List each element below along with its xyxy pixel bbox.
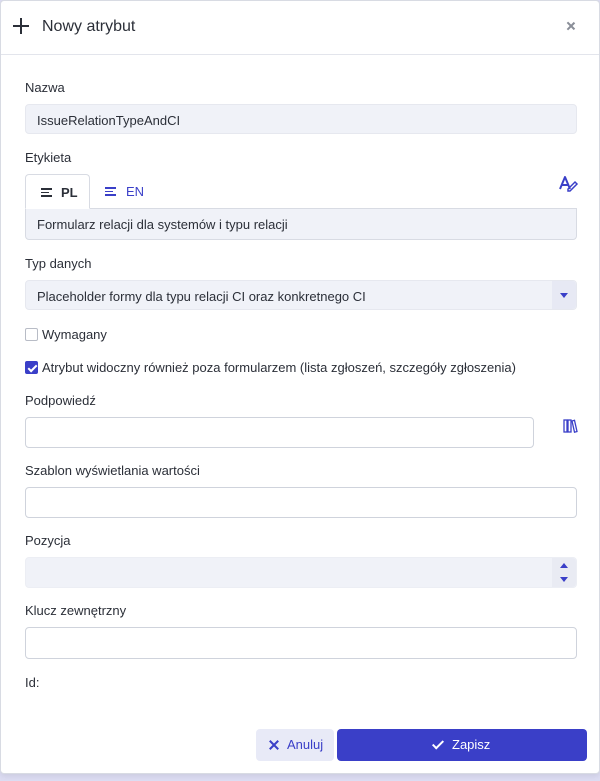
cancel-label: Anuluj	[287, 737, 324, 752]
name-value: IssueRelationTypeAndCI	[37, 113, 181, 128]
template-input[interactable]	[25, 487, 577, 518]
tab-en-label: EN	[126, 184, 145, 199]
datatype-select[interactable]	[25, 280, 577, 310]
language-tabs	[25, 174, 577, 209]
position-stepper[interactable]	[552, 558, 576, 587]
check-icon	[432, 737, 444, 749]
hint-label: Podpowiedź	[25, 393, 96, 408]
dialog-title: Nowy atrybut	[42, 18, 136, 35]
book-icon[interactable]	[563, 419, 578, 434]
label-value: Formularz relacji dla systemów i typu relacji	[37, 217, 288, 232]
label-field	[25, 208, 577, 240]
close-icon	[269, 740, 279, 750]
dialog-header	[1, 1, 599, 55]
template-label: Szablon wyświetlania wartości	[25, 463, 200, 478]
id-label: Id:	[25, 675, 40, 690]
external-key-label: Klucz zewnętrzny	[25, 603, 127, 618]
save-button[interactable]	[337, 729, 587, 761]
lines-icon	[105, 187, 116, 196]
datatype-value: Placeholder formy dla typu relacji CI oraz konkretnego CI	[37, 289, 366, 304]
close-icon[interactable]	[564, 19, 578, 33]
translate-icon[interactable]	[559, 175, 579, 193]
chevron-up-icon[interactable]	[560, 563, 568, 568]
external-key-input[interactable]	[25, 627, 577, 659]
tab-pl[interactable]	[25, 174, 90, 209]
label-label: Etykieta	[25, 150, 72, 165]
name-label: Nazwa	[25, 80, 65, 95]
visible-label: Atrybut widoczny również poza formularzem (lista zgłoszeń, szczegóły zgłoszenia)	[42, 360, 516, 375]
tab-pl-label: PL	[61, 185, 78, 200]
plus-icon	[13, 18, 29, 34]
required-checkbox[interactable]	[25, 328, 38, 341]
chevron-down-icon[interactable]	[552, 281, 576, 309]
cancel-button[interactable]	[256, 729, 334, 761]
hint-input[interactable]	[25, 417, 534, 448]
visible-checkbox[interactable]	[25, 361, 38, 374]
chevron-down-icon[interactable]	[560, 577, 568, 582]
lines-icon	[41, 188, 52, 197]
name-field	[25, 104, 577, 134]
position-input[interactable]	[25, 557, 577, 588]
tab-en[interactable]	[91, 174, 157, 209]
datatype-label: Typ danych	[25, 256, 92, 271]
position-label: Pozycja	[25, 533, 71, 548]
save-label: Zapisz	[452, 737, 491, 752]
required-label: Wymagany	[42, 327, 107, 342]
